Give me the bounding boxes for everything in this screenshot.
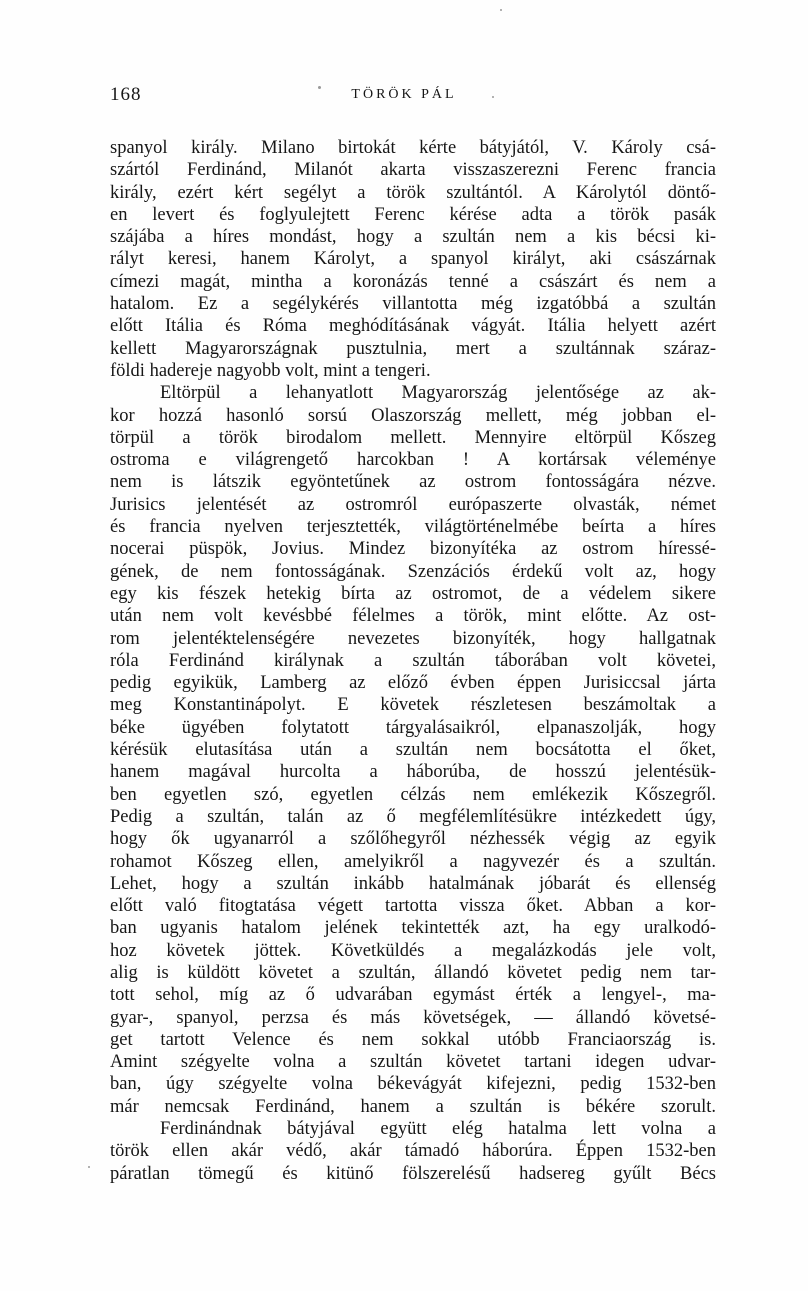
text-line: címezi magát, mintha a koronázás tenné a császárt és nem a: [110, 271, 716, 292]
text-line: hatalom. Ez a segélykérés villantotta még izgatóbbá a szultán: [110, 294, 716, 315]
text-line: rohamot Kőszeg ellen, amelyikről a nagyvezér és a szultán.: [110, 851, 716, 872]
text-line: nem is látszik egyöntetűnek az ostrom fontosságára nézve.: [110, 472, 716, 493]
text-line: hoz követek jöttek. Követküldés a megalázkodás jele volt,: [110, 940, 716, 961]
text-line: egy kis fészek hetekig bírta az ostromot, de a védelem sikere: [110, 583, 716, 604]
text-line: spanyol király. Milano birtokát kérte bátyjától, V. Károly csá-: [110, 138, 716, 158]
text-line: Eltörpül a lehanyatlott Magyarország jelentősége az ak-: [160, 383, 716, 404]
text-line: pedig egyikük, Lamberg az előző évben éppen Jurisiccsal járta: [110, 673, 716, 694]
text-line: gyar-, spanyol, perzsa és más követségek, — állandó követsé-: [110, 1007, 716, 1028]
text-line: meg Konstantinápolyt. E követek részletesen beszámoltak a: [110, 695, 716, 716]
text-line: en levert és foglyulejtett Ferenc kérése adta a török pasák: [110, 204, 716, 225]
text-line: alig is küldött követet a szultán, állandó követet pedig nem tar-: [110, 962, 716, 983]
page-header: [0, 84, 808, 108]
text-line: török ellen akár védő, akár támadó háborúra. Éppen 1532-ben: [110, 1141, 716, 1162]
text-line: nocerai püspök, Jovius. Mindez bizonyítéka az ostrom híressé-: [110, 539, 716, 560]
text-line: hanem magával hurcolta a háborúba, de hosszú jelentésük-: [110, 762, 716, 783]
text-line: és francia nyelven terjesztették, világtörténelmébe beírta a híres: [110, 517, 716, 538]
text-line: rályt keresi, hanem Károlyt, a spanyol királyt, aki császárnak: [110, 249, 716, 270]
text-line: Lehet, hogy a szultán inkább hatalmának jóbarát és ellenség: [110, 873, 716, 894]
text-line: hogy ők ugyanarról a szőlőhegyről nézhessék végig az egyik: [110, 829, 716, 850]
text-line: ban ugyanis hatalom jelének tekintették azt, ha egy uralkodó-: [110, 918, 716, 939]
text-line: kellett Magyarországnak pusztulnia, mert a szultánnak száraz-: [110, 338, 716, 359]
text-line: páratlan tömegű és kitünő fölszerelésű hadsereg gyűlt Bécs: [110, 1163, 716, 1184]
text-line: törpül a török birodalom mellett. Mennyire eltörpül Kőszeg: [110, 427, 716, 448]
text-line: kérésük elutasítása után a szultán nem bocsátotta el őket,: [110, 740, 716, 761]
text-line: ben egyetlen szó, egyetlen célzás nem emlékezik Kőszegről.: [110, 784, 716, 805]
text-line: Amint szégyelte volna a szultán követet tartani idegen udvar-: [110, 1052, 716, 1073]
text-line: Ferdinándnak bátyjával együtt elég hatalma lett volna a: [160, 1119, 716, 1140]
text-line: rom jelentéktelenségére nevezetes bizonyíték, hogy hallgatnak: [110, 628, 716, 649]
text-line: szártól Ferdinánd, Milanót akarta visszaszerezni Ferenc francia: [110, 160, 716, 181]
text-line: Pedig a szultán, talán az ő megfélemlítésükre intézkedett úgy,: [110, 806, 716, 827]
text-line: róla Ferdinánd királynak a szultán táborában volt követei,: [110, 650, 716, 671]
text-line: előtt Itália és Róma meghódításának vágyát. Itália helyett azért: [110, 316, 716, 337]
text-line: kor hozzá hasonló sorsú Olaszország mellett, még jobban el-: [110, 405, 716, 426]
text-line: get tartott Velence és nem sokkal utóbb Franciaország is.: [110, 1029, 716, 1050]
text-line: Jurisics jelentését az ostromról európaszerte olvasták, német: [110, 494, 716, 515]
text-line: béke ügyében folytatott tárgyalásaikról, elpanaszolják, hogy: [110, 717, 716, 738]
page-number: 168: [110, 84, 142, 105]
text-line: tott sehol, míg az ő udvarában egymást érték a lengyel-, ma-: [110, 985, 716, 1006]
scan-speck: [88, 1166, 90, 1168]
text-column: [110, 137, 716, 1185]
text-line: ostroma e világrengető harcokban ! A kortársak véleménye: [110, 450, 716, 471]
text-line: már nemcsak Ferdinánd, hanem a szultán is békére szorult.: [110, 1096, 716, 1117]
running-title: TÖRÖK PÁL: [351, 87, 457, 102]
text-line: szájába a híres mondást, hogy a szultán nem a kis bécsi ki-: [110, 227, 716, 248]
text-line: ban, úgy szégyelte volna békevágyát kifejezni, pedig 1532-ben: [110, 1074, 716, 1095]
text-line: földi hadereje nagyobb volt, mint a tengeri.: [110, 360, 431, 381]
text-line: után nem volt kevésbbé félelmes a török, mint előtte. Az ost-: [110, 606, 716, 627]
scan-speck: [492, 96, 494, 98]
text-line: király, ezért kért segélyt a török szultántól. A Károlytól döntő-: [110, 182, 716, 203]
scan-speck: [500, 9, 502, 11]
text-line: előtt való fitogtatása végett tartotta vissza őket. Abban a kor-: [110, 896, 716, 917]
scan-speck: [318, 86, 321, 89]
text-line: gének, de nem fontosságának. Szenzációs érdekű volt az, hogy: [110, 561, 716, 582]
